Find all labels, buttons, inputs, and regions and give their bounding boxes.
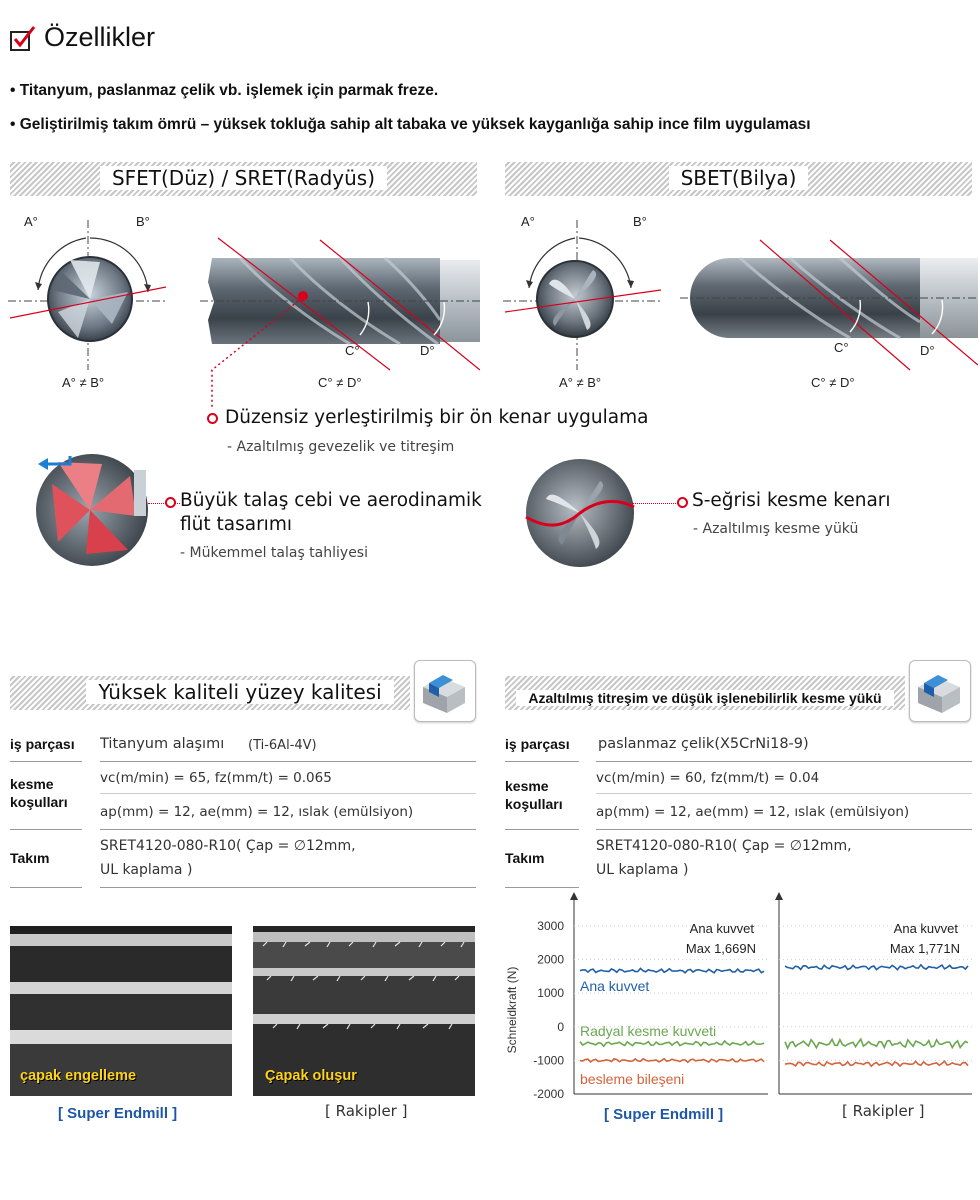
feature-marker-pocket <box>165 497 176 508</box>
label-d-left: D° <box>420 343 435 358</box>
feature-uneven-sub: - Azaltılmış gevezelik ve titreşim <box>227 439 455 455</box>
series-line-ana-kuvvet <box>580 968 764 972</box>
right-conditions-label-1: kesme <box>505 778 549 794</box>
left-workpiece-value: Titanyum alaşımı <box>100 736 225 752</box>
right-conditions-label-2: koşulları <box>505 796 563 812</box>
left-cond-1: vc(m/min) = 65, fz(mm/t) = 0.065 <box>100 770 332 786</box>
annotation-max: Max 1,771N <box>889 941 960 956</box>
left-sep-label-3 <box>10 887 82 888</box>
right-sep-label-2 <box>505 829 579 830</box>
chip-pocket-diagram <box>30 446 170 566</box>
left-workpiece-label: iş parçası <box>10 736 75 752</box>
left-cond-2: ap(mm) = 12, ae(mm) = 12, ıslak (emülsiyon) <box>100 804 414 820</box>
right-tool-2: UL kaplama ) <box>596 862 689 878</box>
legend-label: Ana kuvvet <box>580 978 650 994</box>
right-sep-2 <box>596 793 972 794</box>
s-curve-diagram <box>520 455 650 575</box>
right-workpiece-value: paslanmaz çelik(X5CrNi18-9) <box>598 736 809 752</box>
left-sep-1 <box>100 761 476 762</box>
right-sep-1 <box>596 761 972 762</box>
label-d-right: D° <box>920 343 935 358</box>
left-conditions-label-1: kesme <box>10 776 54 792</box>
section-band-left <box>10 162 477 196</box>
chart-label-super: [ Super Endmill ] <box>604 1106 724 1123</box>
section-band-right <box>505 162 972 196</box>
feature-pocket-sub: - Mükemmel talaş tahliyesi <box>180 545 368 561</box>
photo-label-super: [ Super Endmill ] <box>58 1105 178 1122</box>
series-line-radyal-kesme-kuvveti <box>580 1041 764 1046</box>
y-tick-label: 0 <box>557 1019 564 1034</box>
label-c-ne-d-left: C° ≠ D° <box>318 375 362 390</box>
bullet-2: • Geliştirilmiş takım ömrü – yüksek tokluğa sahip alt tabaka ve yüksek kayganlığa sahip ince film uygulaması <box>10 116 811 133</box>
left-workpiece-extra: (Ti-6Al-4V) <box>248 738 317 753</box>
right-tool-label: Takım <box>505 850 545 866</box>
band-surface-quality-label: Yüksek kaliteli yüzey kalitesi <box>86 680 393 704</box>
right-workpiece-label: iş parçası <box>505 736 570 752</box>
page-title <box>8 22 155 53</box>
left-conditions-label-2: koşulları <box>10 794 68 810</box>
band-vibration <box>505 676 905 710</box>
label-c-right: C° <box>834 340 849 355</box>
label-b-right: B° <box>633 214 647 229</box>
legend-label: Radyal kesme kuvveti <box>580 1023 717 1039</box>
label-c-ne-d-right: C° ≠ D° <box>811 375 855 390</box>
feature-marker-uneven <box>207 413 218 424</box>
feature-s-curve-title: S-eğrisi kesme kenarı <box>692 490 891 511</box>
right-sep-label-3 <box>505 887 579 888</box>
legend-label: besleme bileşeni <box>580 1071 685 1087</box>
block-icon <box>415 661 475 721</box>
left-sep-4 <box>100 887 476 888</box>
series-line-ana-kuvvet <box>785 965 968 970</box>
label-a-ne-b-right: A° ≠ B° <box>559 375 602 390</box>
label-a-right: A° <box>521 214 535 229</box>
feature-marker-s-curve <box>677 497 688 508</box>
workpiece-icon-left <box>414 660 476 722</box>
feature-s-curve-sub: - Azaltılmış kesme yükü <box>693 521 859 537</box>
band-vibration-label: Azaltılmış titreşim ve düşük işlenebilirlik kesme yükü <box>516 690 893 706</box>
block-icon <box>910 661 970 721</box>
right-cond-2: ap(mm) = 12, ae(mm) = 12, ıslak (emülsiyon) <box>596 804 910 820</box>
left-tool-1: SRET4120-080-R10( Çap = ∅12mm, <box>100 838 356 854</box>
surface-photo-competitor-caption: Çapak oluşur <box>265 1068 357 1084</box>
cutting-force-chart <box>500 890 975 1105</box>
right-sep-label-1 <box>505 761 579 762</box>
y-axis-arrow <box>775 892 783 900</box>
bullet-1: • Titanyum, paslanmaz çelik vb. işlemek için parmak freze. <box>10 82 439 99</box>
right-tool-1: SRET4120-080-R10( Çap = ∅12mm, <box>596 838 852 854</box>
section-band-left-label: SFET(Düz) / SRET(Radyüs) <box>100 166 387 190</box>
feature-uneven-title: Düzensiz yerleştirilmiş bir ön kenar uygulama <box>225 407 649 428</box>
surface-photo-super-caption: çapak engelleme <box>20 1068 137 1084</box>
y-tick-label: -2000 <box>533 1087 564 1101</box>
feature-pocket-title-1: Büyük talaş cebi ve aerodinamik <box>180 490 482 511</box>
annotation-main-force: Ana kuvvet <box>893 921 958 936</box>
right-sep-3 <box>596 829 972 830</box>
feature-pocket-title-2: flüt tasarımı <box>180 514 292 535</box>
y-axis-arrow <box>570 892 578 900</box>
left-sep-2 <box>100 793 476 794</box>
surface-photo-competitor <box>253 926 475 1096</box>
y-axis-title: Schneidkraft (N) <box>505 966 519 1054</box>
label-c-left: C° <box>345 343 360 358</box>
workpiece-icon-right <box>909 660 971 722</box>
right-cond-1: vc(m/min) = 60, fz(mm/t) = 0.04 <box>596 770 820 786</box>
checkbox-icon <box>8 23 38 53</box>
left-sep-label-1 <box>10 761 82 762</box>
y-tick-label: 1000 <box>537 986 564 1001</box>
label-b-left: B° <box>136 214 150 229</box>
band-surface-quality <box>10 676 410 710</box>
y-tick-label: 3000 <box>537 919 564 933</box>
section-band-right-label: SBET(Bilya) <box>669 166 809 190</box>
y-tick-label: 2000 <box>537 952 564 967</box>
series-line-radyal-kesme-kuvveti <box>785 1039 968 1048</box>
page-title-text: Özellikler <box>44 22 156 52</box>
annotation-max: Max 1,669N <box>685 941 756 956</box>
series-line-besleme-bileşeni <box>580 1059 764 1063</box>
annotation-main-force: Ana kuvvet <box>689 921 754 936</box>
left-sep-label-2 <box>10 829 82 830</box>
left-tool-2: UL kaplama ) <box>100 862 193 878</box>
left-sep-3 <box>100 829 476 830</box>
chart-label-competitor: [ Rakipler ] <box>842 1102 925 1120</box>
surface-photo-super <box>10 926 232 1096</box>
left-tool-label: Takım <box>10 850 50 866</box>
photo-label-competitor: [ Rakipler ] <box>325 1102 408 1120</box>
series-line-besleme-bileşeni <box>785 1061 968 1066</box>
label-a-ne-b-left: A° ≠ B° <box>62 375 105 390</box>
y-tick-label: -1000 <box>533 1053 564 1068</box>
label-a-left: A° <box>24 214 38 229</box>
